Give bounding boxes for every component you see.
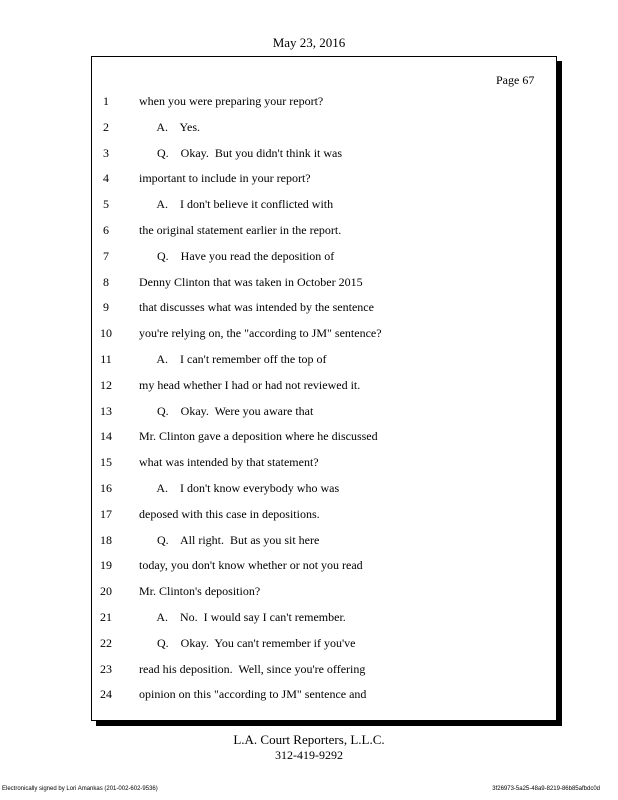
line-number: 7 (103, 248, 109, 263)
line-text: Mr. Clinton gave a deposition where he discussed (139, 429, 378, 444)
line-number: 24 (100, 687, 112, 702)
footer-company: L.A. Court Reporters, L.L.C. (233, 732, 385, 747)
line-text: A. I don't know everybody who was (139, 481, 340, 495)
line-text: Denny Clinton that was taken in October 2015 (139, 274, 363, 289)
page-number: Page 67 (496, 73, 535, 87)
line-number: 2 (103, 119, 109, 134)
line-text: when you were preparing your report? (139, 94, 324, 108)
electronic-signature: Electronically signed by Lori Amankas (201-002-602-9536) (2, 786, 158, 792)
line-text: A. Yes. (139, 119, 201, 134)
line-number: 12 (100, 377, 112, 392)
line-text: Q. Okay. You can't remember if you've (139, 635, 356, 650)
line-text: that discusses what was intended by the sentence (139, 300, 374, 315)
line-number: 22 (100, 635, 112, 650)
line-text: you're relying on, the "according to JM" sentence? (139, 326, 382, 341)
line-number: 11 (100, 352, 112, 366)
line-number: 5 (103, 197, 109, 212)
line-number: 1 (103, 94, 109, 108)
line-text: my head whether I had or had not reviewed it. (139, 377, 361, 392)
line-number: 21 (100, 610, 112, 624)
line-number: 8 (103, 274, 109, 289)
line-number: 18 (100, 532, 112, 547)
line-text: Q. All right. But as you sit here (139, 532, 320, 547)
line-text: today, you don't know whether or not you read (139, 558, 363, 573)
document-id: 3f26973-5a25-48a9-8219-86b85afbdc0d (492, 786, 600, 792)
line-number: 9 (103, 300, 109, 315)
line-number: 15 (100, 455, 112, 470)
line-number: 23 (100, 661, 112, 676)
line-text: Q. Okay. But you didn't think it was (139, 145, 343, 160)
line-number: 10 (100, 326, 112, 341)
line-text: deposed with this case in depositions. (139, 506, 320, 521)
line-number: 16 (100, 481, 112, 495)
line-text: Mr. Clinton's deposition? (139, 584, 261, 599)
line-number: 20 (100, 584, 112, 599)
line-text: what was intended by that statement? (139, 455, 319, 470)
line-text: A. No. I would say I can't remember. (139, 610, 346, 624)
line-text: Q. Have you read the deposition of (139, 248, 335, 263)
line-text: opinion on this "according to JM" sentence and (139, 687, 367, 702)
line-text: Q. Okay. Were you aware that (139, 403, 314, 418)
line-number: 13 (100, 403, 112, 418)
line-number: 19 (100, 558, 112, 573)
line-number: 3 (103, 145, 109, 160)
header-date: May 23, 2016 (272, 35, 346, 50)
line-text: the original statement earlier in the report. (139, 223, 342, 237)
line-text: read his deposition. Well, since you're offering (139, 661, 366, 676)
line-number: 17 (100, 506, 112, 521)
footer-phone: 312-419-9292 (275, 748, 343, 762)
line-text: A. I don't believe it conflicted with (139, 197, 334, 212)
line-text: A. I can't remember off the top of (139, 352, 327, 366)
line-number: 4 (103, 171, 109, 186)
line-number: 14 (100, 429, 112, 444)
line-number: 6 (103, 223, 109, 237)
line-text: important to include in your report? (139, 171, 311, 186)
